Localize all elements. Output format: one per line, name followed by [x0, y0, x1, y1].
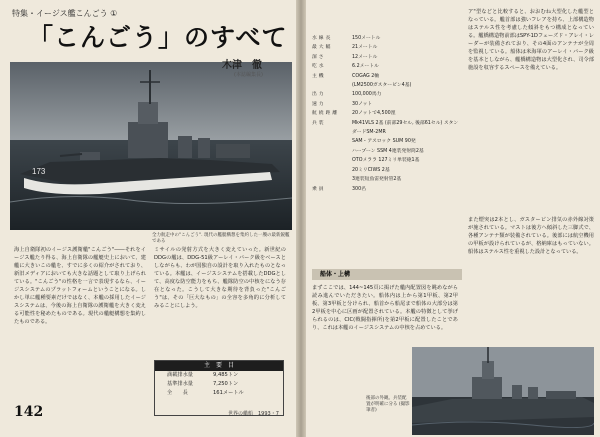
- spec-table: [312, 34, 462, 194]
- spec-row: 吃水 6.2メートル: [312, 64, 379, 70]
- gutter: [296, 0, 306, 437]
- body-column-2: ミサイルの発射方式を大きく変えていった。新世紀のDDGの艦は、DDG-51級アーレイ・バーク級をベースとしながらも、わが国独自の設計を取り入れたものとなっている。本艦は、イージスシステムを搭載したDDGとして、高度な防空能力をもち、艦隊防空の中核をになう存在となった。こうして大きな期待を背負った"こんごう"は、その「巨大なもの」の全容を多角的に分析してみることにしよう。: [154, 247, 286, 309]
- article-title: 「こんごう」のすべて: [28, 23, 288, 52]
- spec-row: 3連装短魚雷発射管2基: [352, 177, 402, 183]
- specs-box-title: 主 要 目: [155, 361, 283, 371]
- author-affiliation: (本誌編集長): [234, 72, 263, 78]
- ship-illustration: [10, 62, 292, 230]
- hull-number: 173: [32, 167, 46, 176]
- spec-row: 出力 100,000馬力: [312, 92, 382, 98]
- spec-row: 水線長 150メートル: [312, 36, 381, 41]
- body-column-1: 海上自衛隊初のイージス護衛艦"こんごう"――それをイージス艦たり得る、海上自衛隊の艦艇史上において、建艦に大きいこの艦を、すでに多くの紹介がされており、新旧メディアにおいても大きな話題として取り上げられている。"こんごう"の性格を一言で表現するなら、イージスシステムのプラットフォームということになる。しかし単に艦種要素だけではなく、本艦の採用したイージスシステムは、今後の海上自衛隊の護衛艦を大きく変える可能性を秘めたものである。現代の艦艇構想を集約したものである。: [14, 247, 146, 325]
- spec-row: SAM・アスロック SUM 90発: [352, 139, 416, 145]
- specs-row: 全 長 161メートル: [167, 390, 244, 396]
- page-number: 142: [14, 404, 44, 420]
- spec-row: 最大幅 21メートル: [312, 45, 378, 51]
- author-name: 木津 徹: [222, 60, 262, 71]
- body-column-b: ア"型などと比較すると、おおむね大型化した艦型となっている。艦首部は強いフレアを持ち、上部構造物はステルス性を考慮した傾斜をもつ構成となっている。艦橋構造物前部はSPY-1Dフェーズド・アレイ・レーダーが装備されており、その4面のアンテナが全周を監視している。船体は米海軍のアーレイ・バーク級を基本としながら、艦橋構造物は大型化され、司令部施設を収容するスペースを備えている。: [468, 9, 594, 71]
- spec-row: ハープーン SSM 4連装発射筒2基: [352, 148, 424, 154]
- ship-stern-illustration: [412, 347, 594, 435]
- photo-caption: 全力航走中の"こんごう". 現代の艦艇構想を集約した一艘の最新鋭艦である: [152, 233, 290, 244]
- specs-row: 満載排水量 9,485トン: [167, 372, 239, 378]
- spec-row: 航続距離 20ノットで4,500浬: [312, 111, 396, 117]
- spec-row: (LM2500ガスタービン4基): [352, 83, 412, 89]
- right-page: [306, 0, 600, 437]
- spec-row: 深さ 12メートル: [312, 54, 378, 60]
- spec-row: 20ミリCIWS 2基: [352, 167, 390, 173]
- specs-row: 基準排水量 7,250トン: [167, 381, 239, 387]
- series-label: 特集・イージス艦こんごう ①: [12, 9, 118, 18]
- spec-row: OTOメララ 127ミリ単装砲1基: [352, 158, 420, 164]
- spec-row: 兵装 Mk41VLS 2基 (前部29セル, 後部61セル) スタンダードSM-2MR: [312, 120, 459, 136]
- spec-row: 主機 COGAG 2軸: [312, 73, 380, 79]
- ship-photo: [10, 62, 292, 230]
- spec-row: 速力 30ノット: [312, 101, 373, 107]
- stern-photo-caption: 後部の外観。兵装配置が明確に分る (撮影 筆者): [366, 396, 410, 413]
- body-column-c: また煙突は2本とし、ガスタービン排気の赤外線対策が施されている。マストは後方へ傾斜した三脚式で、各種アンテナ類が装備されている。後部には航空機用の甲板が設けられているが、格納庫はもっていない。船体はステルス性を重視した設計となっている。: [468, 217, 594, 255]
- body-column-a: まずここでは、144~145頁に掲げた艦内配置図を眺めながら読み進んでいただきたい。船体内は上から第1甲板、第2甲板、第3甲板と分けられ、船首から船尾まで船体の大部分は第2甲板を中心に区画が配置されている。本艦の特徴として挙げられるのは、CIC(戦闘指揮所)を第2甲板に配置したことであり、これは本艦のイージスシステムの中核を占めている。: [312, 285, 458, 331]
- specs-box: [154, 360, 284, 416]
- ship-stern-photo: [412, 347, 594, 435]
- section-heading: 船体・上構: [312, 269, 462, 280]
- spec-row: 乗員 300名: [312, 186, 366, 192]
- magazine-footer: 世界の艦船 1993・7: [228, 411, 279, 417]
- left-page: [0, 0, 296, 437]
